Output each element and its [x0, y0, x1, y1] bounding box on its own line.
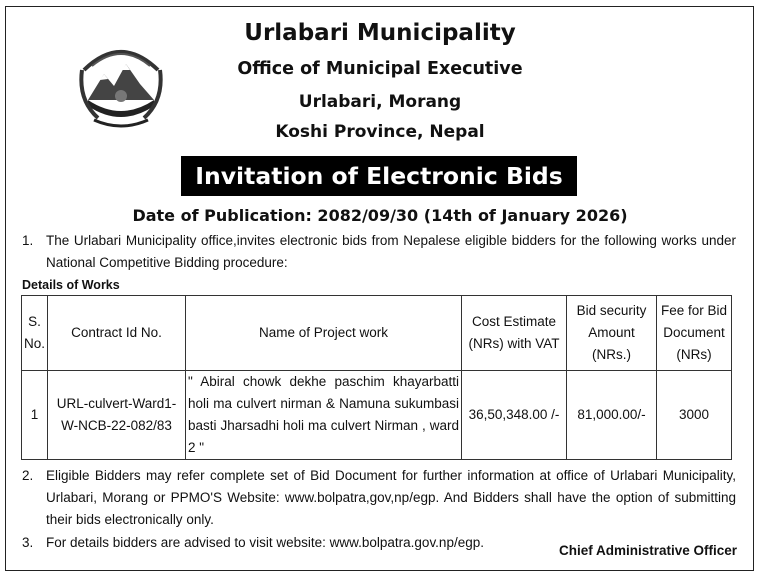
province: Koshi Province, Nepal: [275, 122, 485, 142]
paragraph-2: [22, 465, 736, 531]
cell-sno: 1: [22, 371, 48, 460]
cell-bid-security: 81,000.00/-: [567, 371, 657, 460]
banner-title: Invitation of Electronic Bids: [181, 156, 577, 196]
table-header-row: [22, 296, 732, 371]
paragraph-2-text: Eligible Bidders may refer complete set of Bid Document for further information at office of Urlabari Municipality, Urlabari, Morang or PPMO'S Website: www.bolpatra,gov,np/egp. And Bidders shall have the option of submitting their bids electronically only.: [46, 468, 736, 527]
cell-fee: 3000: [657, 371, 732, 460]
org-name: Urlabari Municipality: [244, 20, 516, 46]
col-sno: S. No.: [22, 296, 48, 371]
paragraph-1-number: 1.: [22, 233, 34, 248]
works-table: [21, 295, 732, 460]
col-fee: Fee for Bid Document (NRs): [657, 296, 732, 371]
col-bid-security: Bid security Amount (NRs.): [567, 296, 657, 371]
paragraph-3: [22, 532, 542, 554]
cell-project: " Abiral chowk dekhe paschim khayarbatti holi ma culvert nirman & Namuna sukumbasi basti Jharsadhi holi ma culvert Nirman , ward 2 ": [186, 371, 462, 460]
table-row: [22, 371, 732, 460]
col-cost: Cost Estimate (NRs) with VAT: [462, 296, 567, 371]
publication-date: Date of Publication: 2082/09/30 (14th of January 2026): [132, 206, 628, 225]
paragraph-3-text: For details bidders are advised to visit website: www.bolpatra.gov.np/egp.: [46, 535, 484, 550]
paragraph-3-number: 3.: [22, 535, 34, 550]
signature: Chief Administrative Officer: [558, 543, 737, 558]
paragraph-2-number: 2.: [22, 468, 34, 483]
address: Urlabari, Morang: [298, 92, 462, 112]
paragraph-1-text: The Urlabari Municipality office,invites electronic bids from Nepalese eligible bidders for the following works under National Competitive Bidding procedure:: [46, 233, 736, 270]
paragraph-1: [22, 230, 736, 274]
office-name: Office of Municipal Executive: [237, 59, 523, 79]
details-label: Details of Works: [22, 278, 120, 292]
cell-cost: 36,50,348.00 /-: [462, 371, 567, 460]
col-contract-id: Contract Id No.: [48, 296, 186, 371]
col-project: Name of Project work: [186, 296, 462, 371]
cell-contract-id: URL-culvert-Ward1-W-NCB-22-082/83: [48, 371, 186, 460]
municipality-emblem-logo: [78, 40, 164, 132]
